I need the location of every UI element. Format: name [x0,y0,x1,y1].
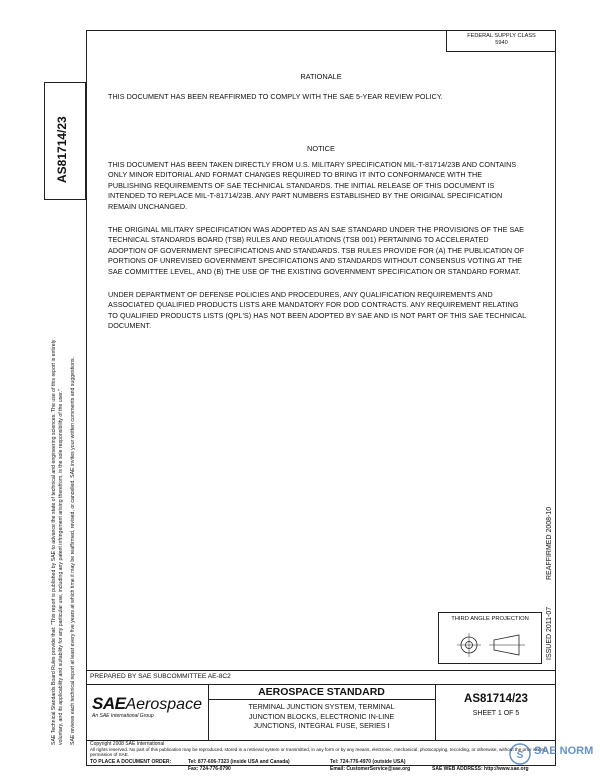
footer-web: SAE WEB ADDRESS: http://www.sae.org [432,766,529,772]
footer-tel-2: Tel: 724-776-4970 (outside USA) [330,759,406,765]
projection-symbol-icon [439,625,543,665]
footer-rights: All rights reserved. No part of this publication may be reproduced, stored in a retrieval system or transmitted, in any form or by any means, electronic, mechanical, photocopying, recording, or otherwise, without the prior written permission of SAE. [90,747,547,758]
supply-class-box [446,30,556,52]
notice-paragraph-2: THE ORIGINAL MILITARY SPECIFICATION WAS ADOPTED AS AN SAE STANDARD UNDER THE PROVISIONS OF THE SAE TECHNICAL STANDARDS BOARD (TSB) RULES AND REGULATIONS (TSB 001) PERTAINING TO ACCELERATED ADOPTION OF GOVERNMENT SPECIFICATIONS AND STANDARDS. TSB RULES PROVIDE FOR (A) THE PUBLICATION OF PORTIONS OF UNREVISED GOVERNMENT SPECIFICATIONS AND STANDARDS WITHOUT CONSENSUS VOTING AT THE SAE COMMITTEE LEVEL, AND (B) THE USE OF THE EXISTING GOVERNMENT SPECIFICATION OR STANDARD FORMAT. [108,225,525,276]
notice-paragraph-3: UNDER DEPARTMENT OF DEFENSE POLICIES AND PROCEDURES, ANY QUALIFICATION REQUIREMENTS AND ASSOCIATED QUALIFIED PRODUCTS LISTS ARE MANDATORY FOR DOD CONTRACTS. ANY REQUIREMENT RELATING TO QUALIFIED PRODUCTS LISTS (QPL'S) HAS NOT BEEN ADOPTED BY SAE AND IS NOT PART OF THIS SAE TECHNICAL DOCUMENT. [108,290,526,331]
footer-copyright: Copyright 2008 SAE International [90,741,165,747]
rationale-text: THIS DOCUMENT HAS BEEN REAFFIRMED TO COMPLY WITH THE SAE 5-YEAR REVIEW POLICY. [108,92,443,101]
side-disclaimer-3: SAE reviews each technical report at least every five years at which time it may be reaffirmed, revised, or cancelled. SAE invites your written comments and suggestions. [70,357,76,745]
footer-fax: Fax: 724-776-0790 [188,766,231,772]
side-disclaimer-1: SAE Technical Standards Board Rules provide that: "This report is published by SAE to advance the state of technical and engineering sciences. The use of this report is entirely [51,339,57,745]
svg-text:S: S [516,750,524,761]
document-title [208,702,435,731]
sheet-number: SHEET 1 OF 5 [472,710,520,717]
sae-norm-logo-icon [508,743,532,765]
sae-aerospace-logo [92,694,204,719]
side-disclaimer-2: voluntary, and its applicability and suitability for any particular use, including any patent infringement arising therefrom, is the sole responsibility of the user." [58,389,64,745]
supply-class-number: 5940 [495,40,508,46]
issued-date: ISSUED 2011-07 [546,606,553,660]
logo-subtitle: An SAE International Group [92,713,154,719]
rationale-title: RATIONALE [300,72,342,81]
prepared-by: PREPARED BY SAE SUBCOMMITTEE AE-8C2 [90,673,231,680]
logo-aerospace: Aerospace [125,696,202,713]
title-line-3: JUNCTIONS, INTEGRAL FUSE, SERIES I [253,721,390,731]
title-line-2: JUNCTION BLOCKS, ELECTRONIC IN-LINE [248,711,395,721]
title-block-rule [86,684,556,685]
supply-class-label: FEDERAL SUPPLY CLASS [467,33,536,39]
title-block-top-rule [86,670,556,671]
projection-box [438,612,542,664]
doc-number: AS81714/23 [464,693,528,705]
notice-paragraph-1: THIS DOCUMENT HAS BEEN TAKEN DIRECTLY FROM U.S. MILITARY SPECIFICATION MIL-T-81714/23B AND CONTAINS ONLY MINOR EDITORIAL AND FORMAT CHANGES REQUIRED TO BRING IT INTO CONFORMANCE WITH THE PUBLISHING REQUIREMENTS OF SAE TECHNICAL STANDARDS. THE INITIAL RELEASE OF THIS DOCUMENT IS INTENDED TO REPLACE MIL-T-81714/23B. ANY PART NUMBERS ESTABLISHED BY THE ORIGINAL SPECIFICATION REMAIN UNCHANGED. [108,160,517,211]
sae-norm-watermark [508,742,598,766]
side-doc-number: AS81714/23 [55,116,69,183]
footer-order-label: TO PLACE A DOCUMENT ORDER: [90,759,172,765]
footer-email: Email: CustomerService@sae.org [330,766,411,772]
watermark-text: SAE NORM [534,745,594,757]
standard-type-rule [208,699,435,700]
reaffirmed-date: REAFFIRMED 2008-10 [546,506,553,580]
projection-label: THIRD ANGLE PROJECTION [451,616,529,622]
notice-title: NOTICE [307,144,335,153]
logo-sae: SAE [92,694,126,713]
title-line-1: TERMINAL JUNCTION SYSTEM, TERMINAL [248,702,395,711]
standard-type: AEROSPACE STANDARD [258,686,385,698]
footer-tel-1: Tel: 877-606-7323 (inside USA and Canada) [188,759,290,765]
